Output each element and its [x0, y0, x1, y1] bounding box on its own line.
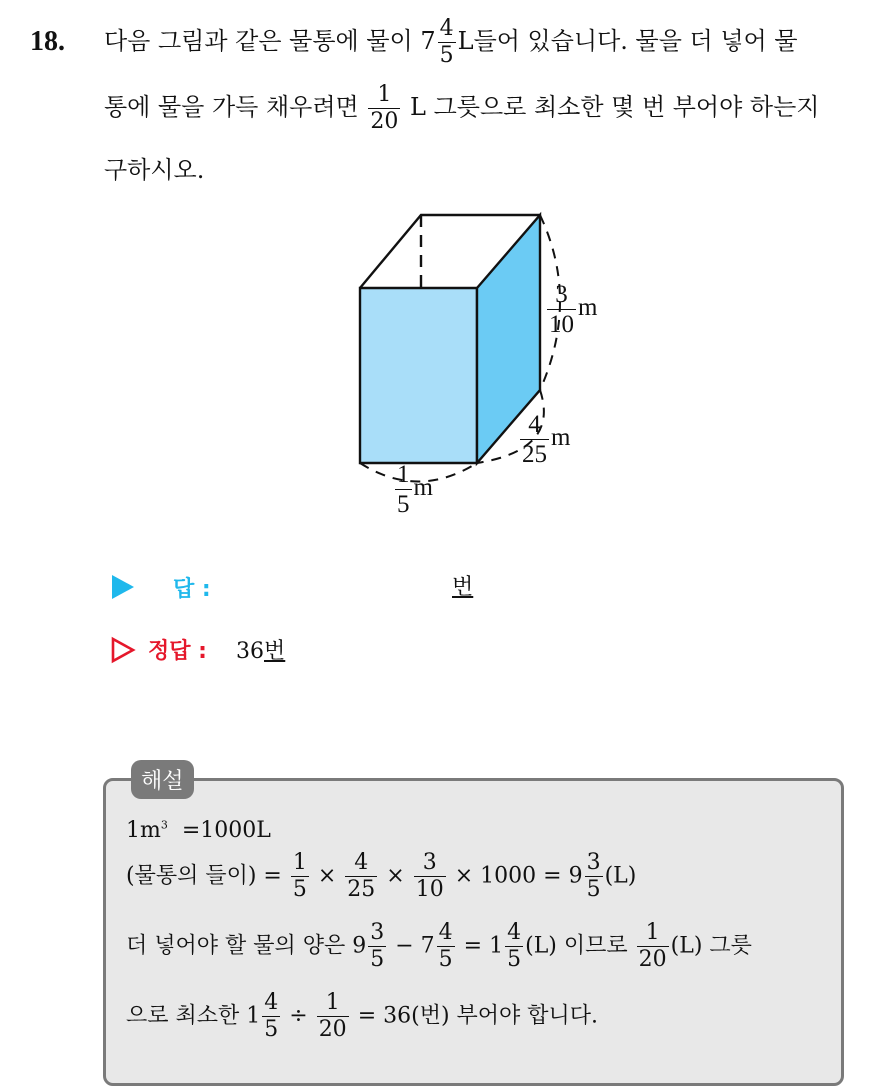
answer-unit: 번	[452, 575, 474, 600]
correct-marker-icon	[110, 636, 136, 664]
solution-tag: 해설	[131, 760, 194, 799]
solution-line-1: $1m^3 =1000L$	[126, 818, 271, 843]
problem-line-3: 구하시오.	[104, 156, 205, 184]
solution-line-2: (물통의 들이) = $\frac{1}{5}$ × $\frac{4}{25}$ × $\frac{3}{10}$ × 1000 = 9 $\frac{3}{5}$ (L)	[126, 850, 637, 902]
fraction: $\frac{1}{20}$	[370, 82, 399, 134]
fraction: $\frac{3}{10}$	[549, 281, 574, 338]
width-label: $\frac{1}{5}$ m	[397, 461, 433, 518]
problem-text: 통에 물을 가득 채우려면	[104, 93, 359, 121]
fraction: $\frac{1}{20}$	[318, 990, 347, 1042]
solution-line-3: 더 넣어야 할 물의 양은 9 $\frac{3}{5}$ − 7 $\frac{4}{5}$ = 1 $\frac{4}{5}$ (L) 이므로 $\frac{1}{20}$ (L) 그릇	[126, 920, 752, 972]
fraction: $\frac{4}{5}$	[439, 16, 454, 68]
correct-answer-value: 36	[236, 639, 264, 664]
fraction: $\frac{4}{5}$	[438, 920, 453, 972]
fraction: $\frac{1}{20}$	[638, 920, 667, 972]
correct-answer	[236, 634, 285, 665]
problem-line-2	[104, 84, 820, 133]
prism-figure	[330, 200, 630, 530]
answer-marker-icon	[112, 575, 134, 599]
fraction: $\frac{1}{5}$	[397, 461, 410, 518]
fraction: $\frac{4}{5}$	[507, 920, 522, 972]
problem-text: L들어 있습니다. 물을 더 넣어 물	[457, 27, 798, 55]
problem-text: L 그릇으로 최소한 몇 번 부어야 하는지	[410, 93, 820, 121]
fraction: $\frac{4}{25}$	[522, 411, 547, 468]
problem-number: 18.	[30, 26, 65, 57]
depth-label: $\frac{4}{25}$ m	[522, 411, 571, 468]
problem-line-1	[104, 18, 798, 67]
correct-answer-label: 정답 :	[148, 639, 207, 664]
fraction: $\frac{3}{5}$	[370, 920, 385, 972]
fraction: $\frac{4}{25}$	[347, 850, 376, 902]
fraction: $\frac{3}{5}$	[586, 850, 601, 902]
fraction: $\frac{3}{10}$	[415, 850, 444, 902]
correct-answer-unit: 번	[264, 639, 286, 664]
prism-front-face	[360, 288, 477, 463]
height-label: $\frac{3}{10}$ m	[549, 281, 598, 338]
fraction: $\frac{1}{5}$	[292, 850, 307, 902]
solution-line-4: 으로 최소한 1 $\frac{4}{5}$ ÷ $\frac{1}{20}$ = 36(번) 부어야 합니다.	[126, 990, 599, 1042]
fraction: $\frac{4}{5}$	[264, 990, 279, 1042]
answer-label: 답 :	[173, 577, 211, 602]
problem-text: 다음 그림과 같은 물통에 물이 7	[104, 27, 436, 55]
